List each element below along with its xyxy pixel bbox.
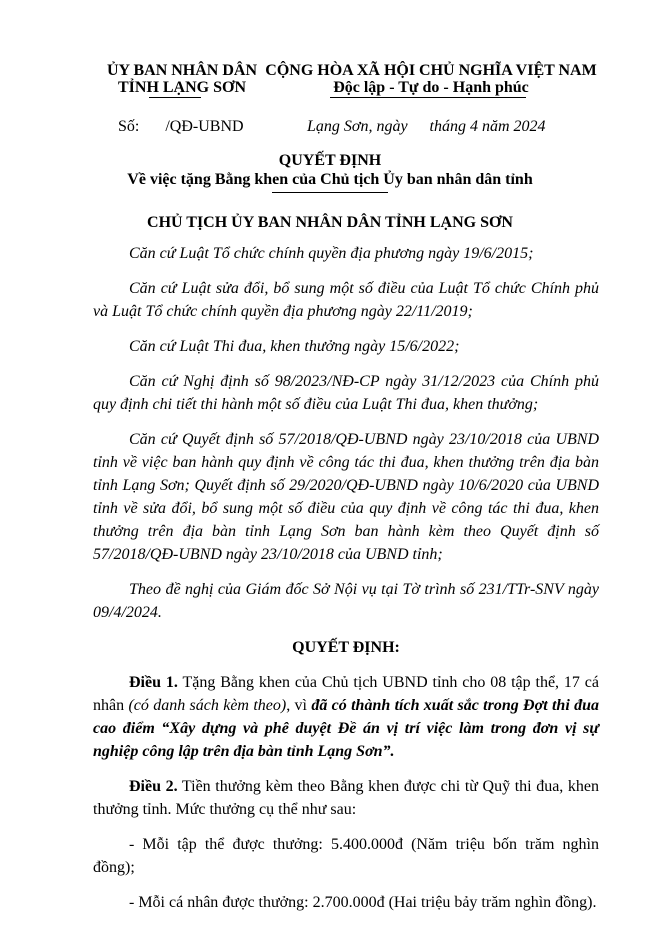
reward-individual: - Mỗi cá nhân được thưởng: 2.700.000đ (Hai triệu bảy trăm nghìn đồng). [129, 894, 597, 911]
date-prefix: Lạng Sơn, ngày [307, 118, 408, 135]
article-1-reason: đã có thành tích xuất sắc trong Đợt thi đua cao điểm “Xây dựng và phê duyệt Đề án vị trí việc làm trong đơn vị sự nghiệp công lập trên địa bàn tỉnh Lạng Sơn”. [93, 697, 600, 760]
decision-subject: Về việc tặng Bằng khen của Chủ tịch Ủy ban nhân dân tỉnh [127, 171, 533, 188]
legal-basis-5: Căn cứ Quyết định số 57/2018/QĐ-UBND ngày 23/10/2018 của UBND tỉnh về việc ban hành quy định về công tác thi đua, khen thưởng trên địa bàn tỉnh Lạng Sơn; Quyết định số 29/2020/QĐ-UBND ngày 10/6/2020 của UBND tỉnh về sửa đổi, bổ sung một số điều của quy định về công tác thi đua, khen thưởng trên địa bàn tỉnh Lạng Sơn ban hành kèm theo Quyết định số 57/2018/QĐ-UBND ngày 23/10/2018 của UBND tỉnh; [93, 431, 599, 563]
decision-title-main: QUYẾT ĐỊNH [278, 152, 382, 169]
article-2-text: Tiền thưởng kèm theo Bằng khen được chi từ Quỹ thi đua, khen thưởng tỉnh. Mức thưởng cụ thể như sau: [93, 778, 600, 818]
article-2-label: Điều 2. [129, 778, 178, 795]
article-1-note: (có danh sách kèm theo) [128, 697, 287, 714]
legal-basis-3: Căn cứ Luật Thi đua, khen thưởng ngày 15/6/2022; [129, 338, 460, 355]
document-body [93, 242, 599, 926]
signing-authority: CHỦ TỊCH ỦY BAN NHÂN DÂN TỈNH LẠNG SƠN [147, 214, 513, 231]
title-divider [272, 192, 388, 193]
header-divider-right [330, 97, 526, 98]
decision-title [0, 151, 660, 189]
national-motto [258, 62, 604, 96]
legal-basis-2: Căn cứ Luật sửa đổi, bổ sung một số điều của Luật Tổ chức Chính phủ và Luật Tổ chức chính quyền địa phương ngày 22/11/2019; [93, 280, 599, 320]
document-date [307, 118, 546, 136]
document-number [118, 118, 244, 136]
article-2 [93, 775, 599, 821]
article-1-label: Điều 1. [129, 674, 178, 691]
legal-basis-4: Căn cứ Nghị định số 98/2023/NĐ-CP ngày 31/12/2023 của Chính phủ quy định chi tiết thi hành một số điều của Luật Thi đua, khen thưởng; [93, 373, 599, 413]
date-suffix: tháng 4 năm 2024 [429, 118, 546, 135]
article-1 [93, 671, 599, 763]
national-title: CỘNG HÒA XÃ HỘI CHỦ NGHĨA VIỆT NAM [265, 62, 597, 79]
decision-heading: QUYẾT ĐỊNH: [292, 639, 400, 656]
reward-collective: - Mỗi tập thể được thưởng: 5.400.000đ (Năm triệu bốn trăm nghìn đồng); [93, 836, 599, 876]
issuing-authority-line2: TỈNH LẠNG SƠN [117, 79, 247, 96]
issuing-authority-line1: ỦY BAN NHÂN DÂN [106, 62, 258, 79]
legal-basis-6: Theo đề nghị của Giám đốc Sở Nội vụ tại Tờ trình số 231/TTr-SNV ngày 09/4/2024. [93, 581, 599, 621]
document-number-suffix: /QĐ-UBND [165, 118, 244, 135]
header-divider-left [149, 97, 201, 98]
document-number-label: Số: [118, 118, 140, 135]
article-1-text-a: Tặng Bằng khen của Chủ tịch UBND tỉnh cho 08 tập thể, 17 cá nhân [93, 674, 600, 714]
article-1-text-b: , vì [286, 697, 312, 714]
national-motto-text: Độc lập - Tự do - Hạnh phúc [333, 79, 529, 96]
legal-basis-1: Căn cứ Luật Tổ chức chính quyền địa phương ngày 19/6/2015; [129, 245, 534, 262]
